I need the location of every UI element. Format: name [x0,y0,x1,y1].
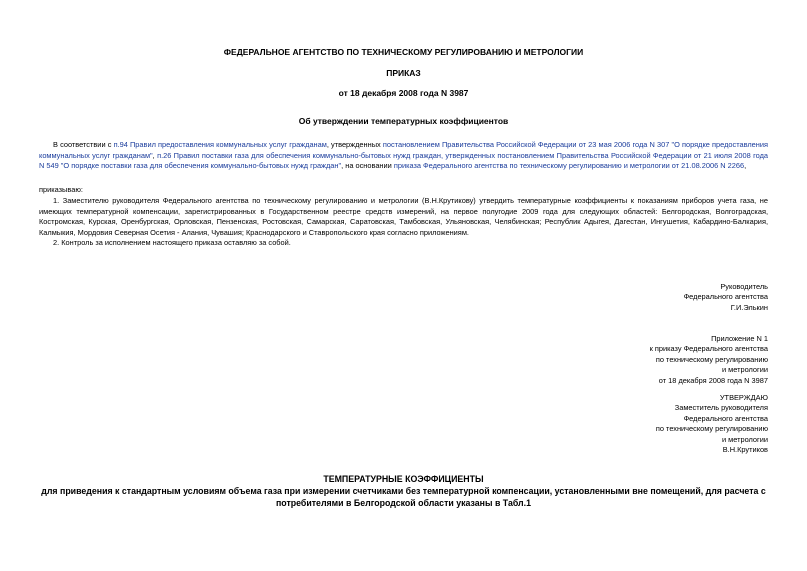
order-items [39,196,768,249]
coef-title: ТЕМПЕРАТУРНЫЕ КОЭФФИЦИЕНТЫ [323,474,484,484]
signature-line: Руководитель [720,282,768,291]
appendix-line: по техническому регулированию [655,354,768,364]
order-word: приказываю: [39,185,83,194]
approval-line: и метрологии [721,434,768,444]
preamble-text-2: , утвержденных [326,140,383,149]
approval-line: УТВЕРЖДАЮ [719,393,768,402]
date-number-heading: от 18 декабря 2008 года N 3987 [338,88,469,98]
link-rules-p94[interactable]: п.94 Правил предоставления коммунальных услуг гражданам [113,140,327,149]
appendix-line: к приказу Федерального агентства [649,344,768,354]
approval-block [656,393,768,455]
appendix-line: Приложение N 1 [711,334,768,343]
appendix-line: от 18 декабря 2008 года N 3987 [658,375,768,385]
doc-type-heading: ПРИКАЗ [386,68,421,78]
approval-line: по техническому регулированию [655,424,768,434]
signature-line: Г.И.Элькин [730,302,768,312]
approval-line: Заместитель руководителя [674,403,768,413]
coef-subtitle: для приведения к стандартным условиям объема газа при измерении счетчиками без температурной компенсации, установленными вне помещений, для расчета с потребителями в Белгородской области указаны в Табл.1 [41,486,766,508]
approval-line: В.Н.Крутиков [722,445,768,455]
preamble-text-1: В соответствии с [53,140,114,149]
link-order-2266[interactable]: приказа Федерального агентства по техническому регулированию и метрологии от 21.08.2006 N 2266 [393,161,745,171]
preamble-paragraph [39,140,768,172]
preamble-text-4: , на основании [341,161,394,171]
order-item-2: 2. Контроль за исполнением настоящего приказа оставляю за собой. [53,238,291,248]
signature-line: Федерального агентства [683,292,768,302]
link-rules-p26[interactable]: п.26 Правил поставки газа для обеспечения коммунально-бытовых нужд граждан, утвержденных постановлением Правительства Российской Федерации от 21 июля 2008 года N 549 "О порядке поставки газа для обеспечения коммунально-бытовых нужд граждан" [39,150,768,171]
approval-line: Федерального агентства [683,413,768,423]
order-item-1: 1. Заместителю руководителя Федерального агентства по техническому регулированию и метрологии (В.Н.Крутикову) утвердить температурные коэффициенты к показаниям приборов учета газа, не имеющих температурной компенсации, зарегистрированных в Государственном реестре средств измерений, на первое полугодие 2009 года для следующих областей: Белгородская, Волгоградская, Костромская, Курская, Оренбургская, Орловская, Пензенская, Ростовская, Самарская, Саратовская, Тамбовская, Ульяновская, Челябинская; Республик Адыгея, Дагестан, Ингушетия, Кабардино-Балкария, Калмыкия, Мордовия Северная Осетия - Алания, Чувашия; Краснодарского и Ставропольского края согласно приложениям. [39,196,768,237]
preamble-text-5: , [744,161,747,171]
appendix-line: и метрологии [721,365,768,375]
preamble-text-3: , [152,150,158,160]
appendix-block [650,334,768,386]
link-resolution-307[interactable]: постановлением Правительства Российской Федерации от 23 мая 2006 года N 307 "О порядке предоставления коммунальных услуг гражданам" [39,140,768,160]
signature-block [684,282,768,313]
agency-heading: ФЕДЕРАЛЬНОЕ АГЕНТСТВО ПО ТЕХНИЧЕСКОМУ РЕГУЛИРОВАНИЮ И МЕТРОЛОГИИ [223,47,584,57]
subject-heading: Об утверждении температурных коэффициентов [298,116,509,126]
